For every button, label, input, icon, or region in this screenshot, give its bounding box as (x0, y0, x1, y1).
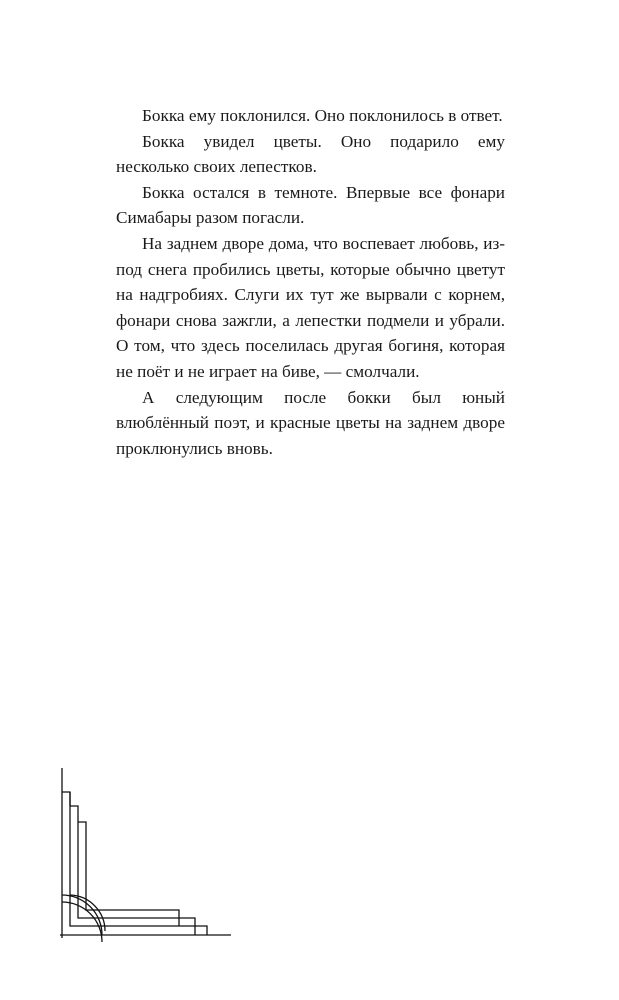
paragraph-2: Бокка увидел цветы. Оно подарило ему несколько своих лепестков. (116, 131, 505, 177)
corner-ornament-icon (55, 768, 235, 943)
body-text (116, 103, 505, 461)
paragraph-3: Бокка остался в темноте. Впервые все фонари Симабары разом погасли. (116, 182, 505, 228)
paragraph-5: А следующим после бокки был юный влюблённый поэт, и красные цветы на заднем дворе проклюнулись вновь. (116, 387, 505, 458)
paragraph-4: На заднем дворе дома, что воспевает любовь, из-под снега пробились цветы, которые обычно цветут на надгробиях. Слуги их тут же вырвали с корнем, фонари снова зажгли, а лепестки подмели и убрали. О том, что здесь поселилась другая богиня, которая не поёт и не играет на биве, — смолчали. (116, 233, 505, 381)
paragraph-1: Бокка ему поклонился. Оно поклонилось в ответ. (142, 106, 503, 125)
